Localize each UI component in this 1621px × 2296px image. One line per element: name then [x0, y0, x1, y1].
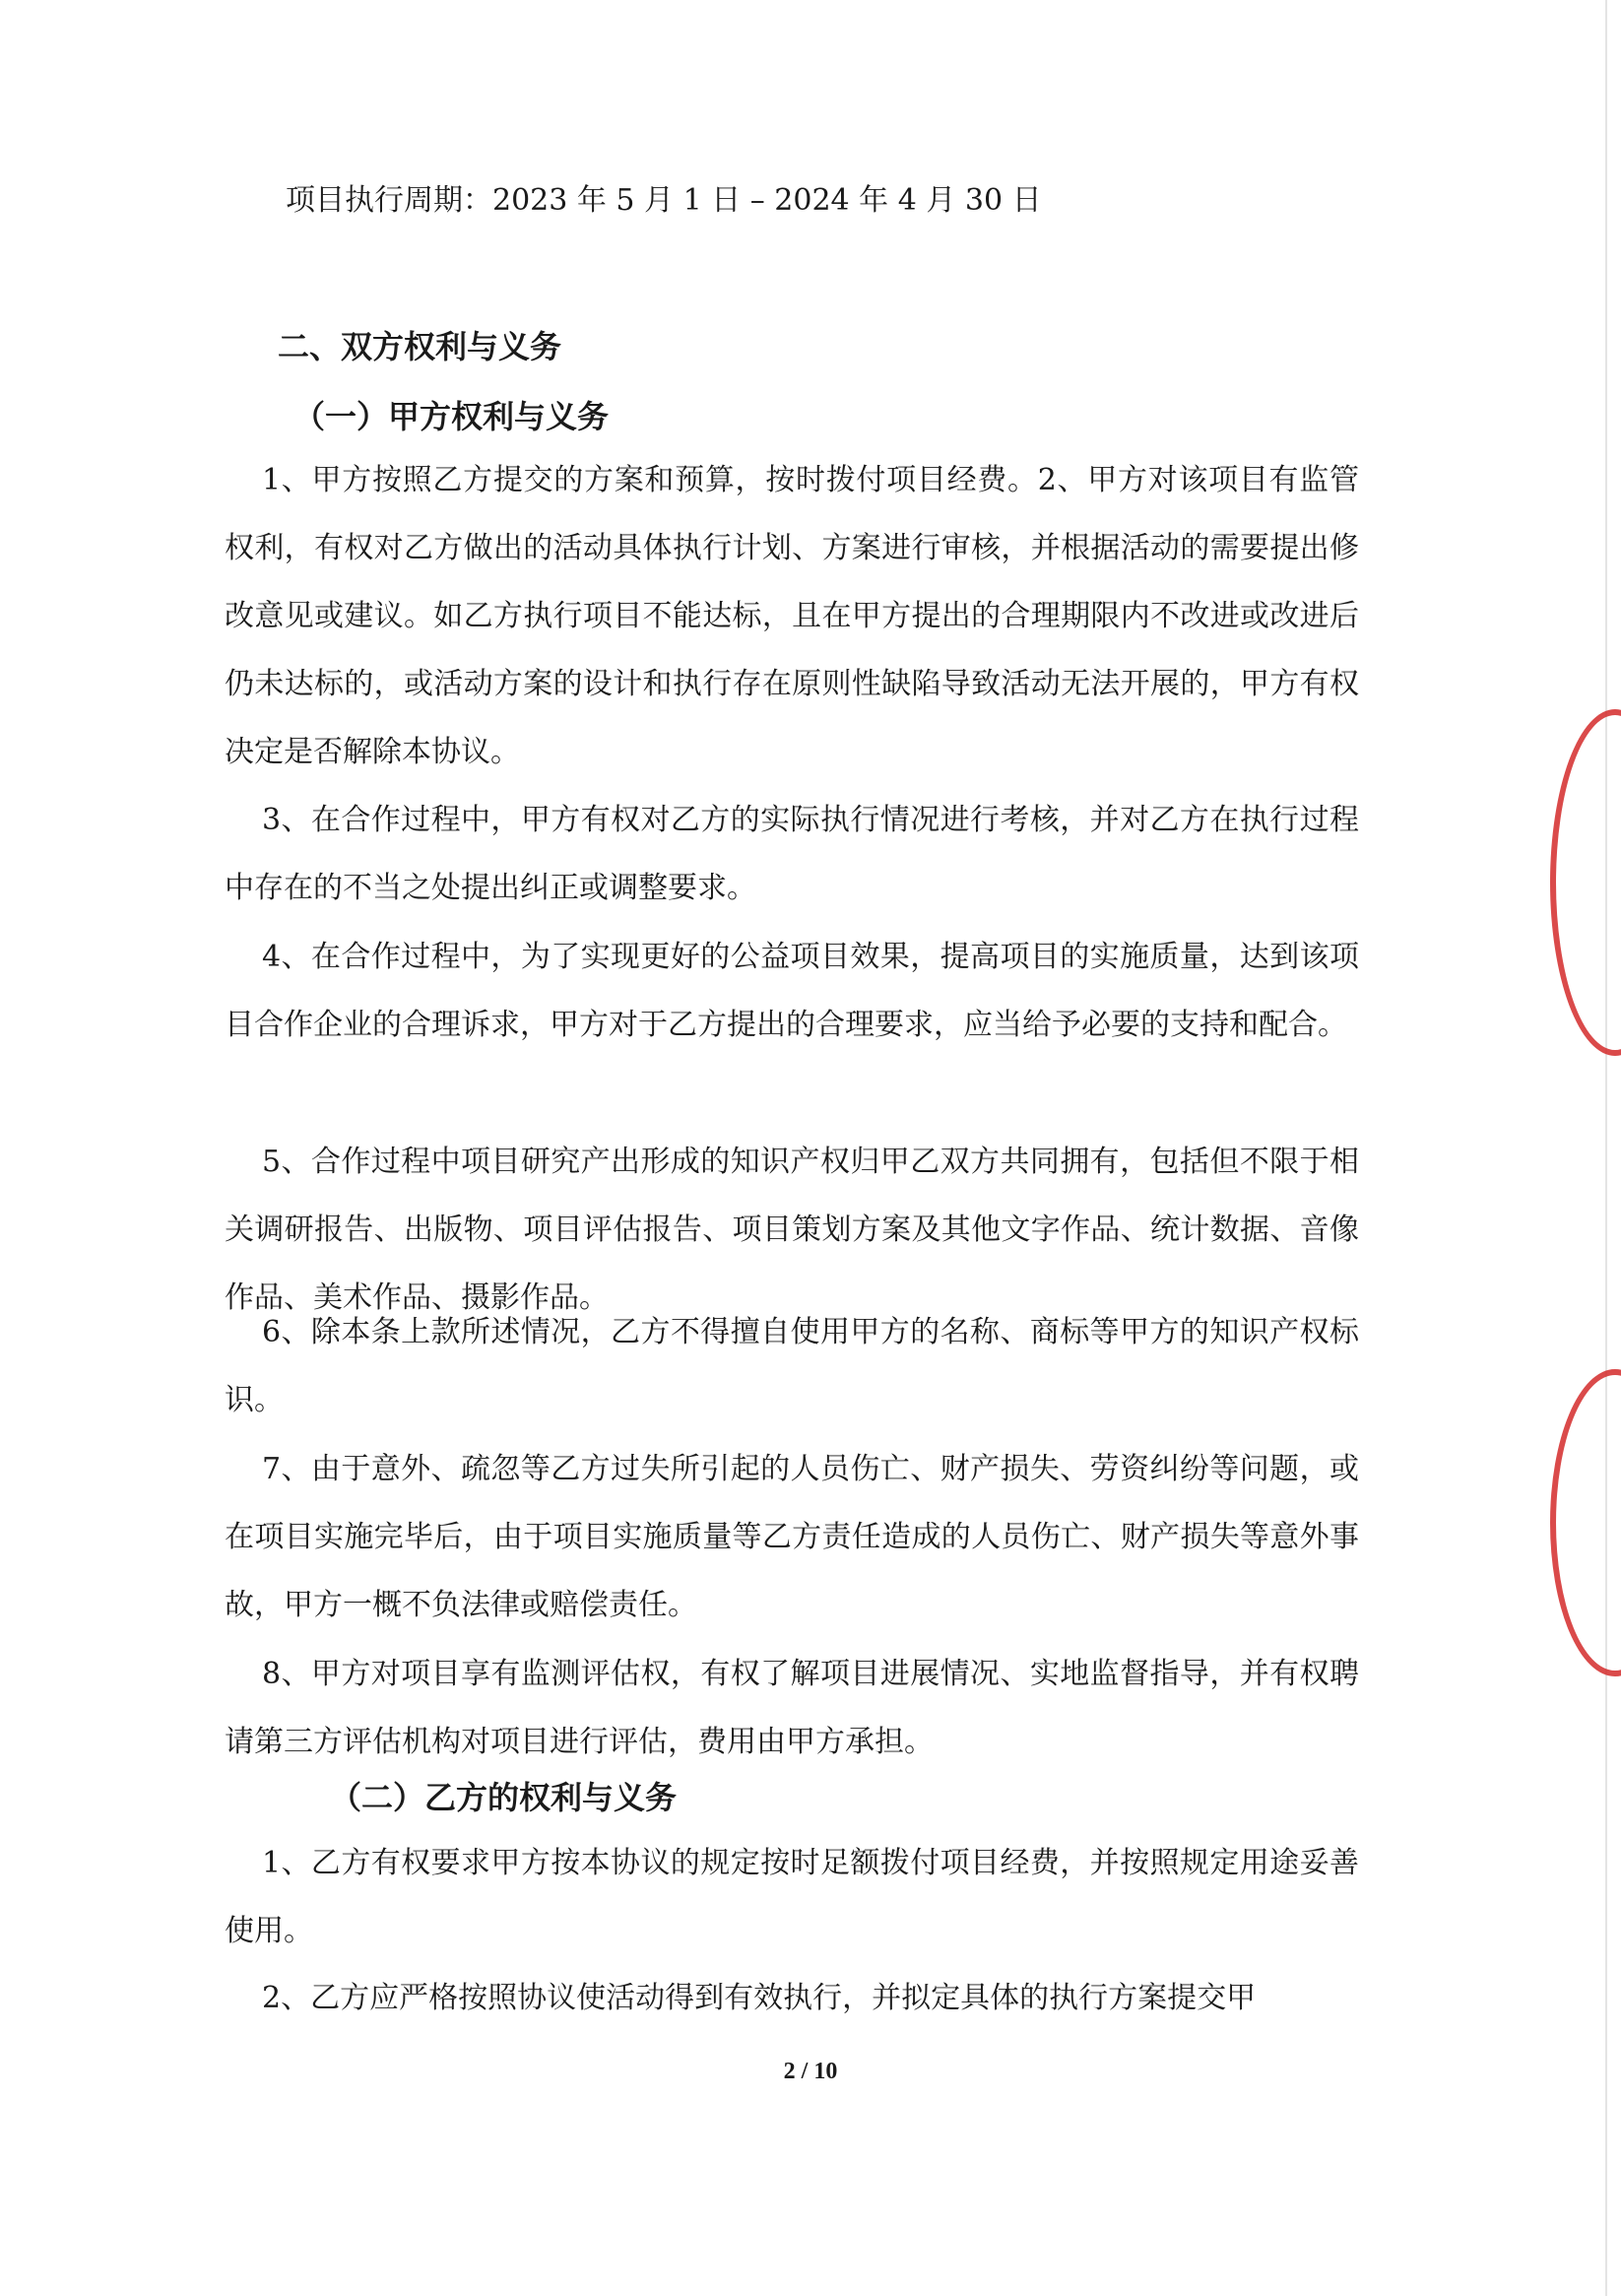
party-a-paragraph-1: 1、甲方按照乙方提交的方案和预算，按时拨付项目经费。2、甲方对该项目有监管权利，有权对乙方做出的活动具体执行计划、方案进行审核，并根据活动的需要提出修改意见或建议。如乙方执行项目不能达标，且在甲方提出的合理期限内不改进或改进后仍未达标的，或活动方案的设计和执行存在原则性缺陷导致活动无法开展的，甲方有权决定是否解除本协议。: [225, 463, 1359, 769]
party-a-paragraph-3: 3、在合作过程中，甲方有权对乙方的实际执行情况进行考核，并对乙方在执行过程中存在的不当之处提出纠正或调整要求。: [225, 803, 1359, 905]
party-b-paragraph-2: 2、乙方应严格按照协议使活动得到有效执行，并拟定具体的执行方案提交甲: [262, 1981, 1257, 2015]
party-a-paragraph-8: 8、甲方对项目享有监测评估权，有权了解项目进展情况、实地监督指导，并有权聘请第三方评估机构对项目进行评估，费用由甲方承担。: [225, 1657, 1359, 1759]
section-title: 二、双方权利与义务: [278, 328, 562, 365]
party-a-paragraph-7: 7、由于意外、疏忽等乙方过失所引起的人员伤亡、财产损失、劳资纠纷等问题，或在项目实施完毕后，由于项目实施质量等乙方责任造成的人员伤亡、财产损失等意外事故，甲方一概不负法律或赔偿责任。: [225, 1452, 1359, 1622]
party-a-paragraph-5: 5、合作过程中项目研究产出形成的知识产权归甲乙双方共同拥有，包括但不限于相关调研报告、出版物、项目评估报告、项目策划方案及其他文字作品、统计数据、音像作品、美术作品、摄影作品。: [225, 1145, 1359, 1315]
page-number: 2 / 10: [783, 2059, 838, 2084]
party-a-paragraph-6: 6、除本条上款所述情况，乙方不得擅自使用甲方的名称、商标等甲方的知识产权标识。: [225, 1315, 1359, 1417]
party-a-paragraph-4: 4、在合作过程中，为了实现更好的公益项目效果，提高项目的实施质量，达到该项目合作企业的合理诉求，甲方对于乙方提出的合理要求，应当给予必要的支持和配合。: [225, 940, 1359, 1042]
party-b-paragraph-1: 1、乙方有权要求甲方按本协议的规定按时足额拨付项目经费，并按照规定用途妥善使用。: [225, 1846, 1359, 1948]
party-a-heading: （一）甲方权利与义务: [293, 398, 610, 435]
scan-edge: [1605, 0, 1607, 2296]
red-seal-fragment: [1550, 709, 1621, 1056]
project-period: 项目执行周期：2023 年 5 月 1 日 – 2024 年 4 月 30 日: [286, 183, 1042, 218]
red-seal-fragment: [1550, 1369, 1621, 1676]
party-b-heading: （二）乙方的权利与义务: [330, 1779, 678, 1816]
